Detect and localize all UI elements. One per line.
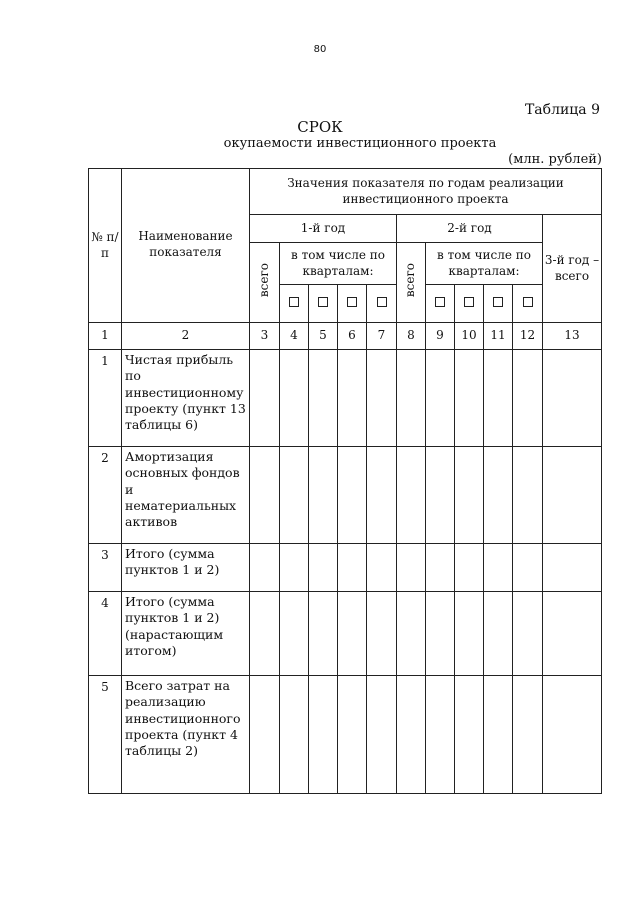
- header-name: Наименование показателя: [122, 169, 250, 323]
- column-number-row: [89, 323, 602, 350]
- document-title: СРОК: [297, 118, 343, 136]
- header-year1-total: [250, 243, 280, 323]
- year2-total-label: всего: [403, 263, 418, 298]
- year1-total-label: всего: [256, 263, 271, 298]
- table-label: Таблица 9: [524, 102, 600, 118]
- header-num: № п/п: [89, 169, 122, 323]
- quarter-box-cell: [455, 285, 484, 323]
- column-number: 11: [484, 323, 513, 350]
- header-year2-total: [397, 243, 426, 323]
- checkbox-icon: [289, 297, 299, 307]
- table-row: [89, 544, 602, 592]
- row-number: 4: [89, 592, 122, 676]
- quarter-box-cell: [426, 285, 455, 323]
- row-number: 3: [89, 544, 122, 592]
- checkbox-icon: [318, 297, 328, 307]
- quarter-box-cell: [367, 285, 397, 323]
- table-row: [89, 592, 602, 676]
- row-name: Чистая прибыль по инвестиционному проекту (пункт 13 таблицы 6): [122, 350, 250, 447]
- quarter-box-cell: [338, 285, 367, 323]
- row-name: Итого (сумма пунктов 1 и 2) (нарастающим итогом): [122, 592, 250, 676]
- checkbox-icon: [347, 297, 357, 307]
- column-number: 12: [513, 323, 543, 350]
- row-number: 1: [89, 350, 122, 447]
- checkbox-icon: [523, 297, 533, 307]
- checkbox-icon: [493, 297, 503, 307]
- column-number: 2: [122, 323, 250, 350]
- quarter-box-cell: [309, 285, 338, 323]
- column-number: 3: [250, 323, 280, 350]
- header-year2-quarters: в том числе по кварталам:: [426, 243, 543, 285]
- document-subtitle: окупаемости инвестиционного проекта: [223, 136, 497, 151]
- page-number: 80: [313, 44, 327, 55]
- table-row: [89, 676, 602, 794]
- row-number: 5: [89, 676, 122, 794]
- quarter-box-cell: [513, 285, 543, 323]
- checkbox-icon: [464, 297, 474, 307]
- units-label: (млн. рублей): [508, 152, 602, 167]
- column-number: 10: [455, 323, 484, 350]
- column-number: 5: [309, 323, 338, 350]
- row-name: Итого (сумма пунктов 1 и 2): [122, 544, 250, 592]
- row-number: 2: [89, 447, 122, 544]
- table-row: [89, 447, 602, 544]
- column-number: 1: [89, 323, 122, 350]
- header-year2: 2-й год: [397, 215, 543, 243]
- row-name: Амортизация основных фондов и нематериальных активов: [122, 447, 250, 544]
- column-number: 8: [397, 323, 426, 350]
- quarter-box-cell: [280, 285, 309, 323]
- row-name: Всего затрат на реализацию инвестиционного проекта (пункт 4 таблицы 2): [122, 676, 250, 794]
- header-year1-quarters: в том числе по кварталам:: [280, 243, 397, 285]
- table-row: [89, 350, 602, 447]
- quarter-box-cell: [484, 285, 513, 323]
- column-number: 6: [338, 323, 367, 350]
- header-values-group: Значения показателя по годам реализации инвестиционного проекта: [250, 169, 602, 215]
- column-number: 13: [543, 323, 602, 350]
- header-year1: 1-й год: [250, 215, 397, 243]
- header-year3: 3-й год – всего: [543, 215, 602, 323]
- column-number: 4: [280, 323, 309, 350]
- checkbox-icon: [377, 297, 387, 307]
- column-number: 9: [426, 323, 455, 350]
- column-number: 7: [367, 323, 397, 350]
- payback-table: [88, 168, 602, 794]
- checkbox-icon: [435, 297, 445, 307]
